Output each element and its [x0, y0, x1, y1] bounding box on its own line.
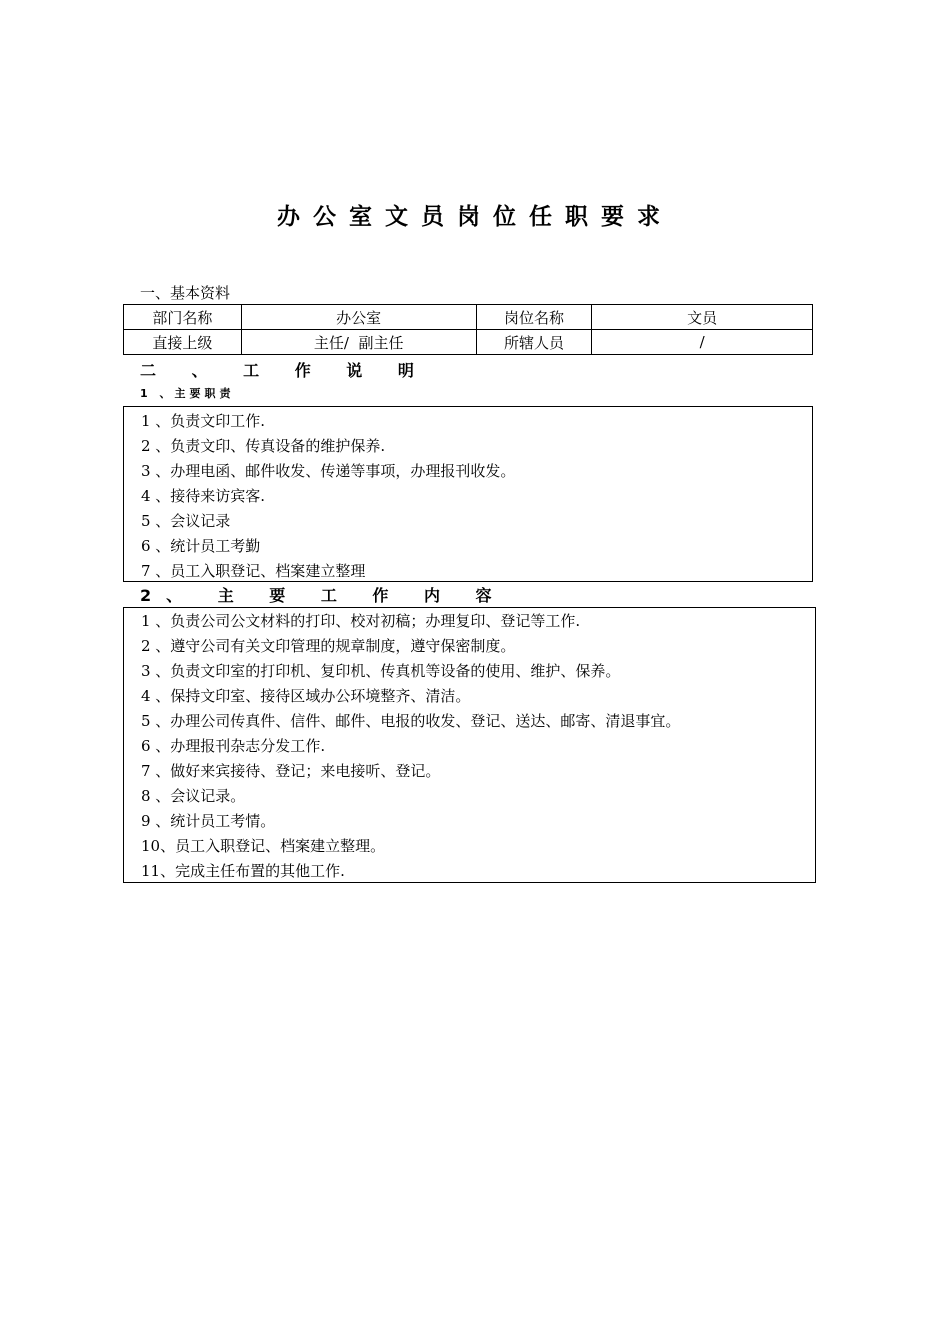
main-duties-list	[124, 407, 812, 584]
list-item: 5 、办理公司传真件、信件、邮件、电报的收发、登记、送达、邮寄、清退事宜。	[141, 712, 681, 730]
dept-value: 办公室	[241, 305, 476, 330]
list-item: 2 、负责文印、传真设备的维护保养.	[141, 437, 386, 455]
list-item: 4 、保持文印室、接待区域办公环境整齐、清洁。	[141, 687, 471, 705]
list-item: 6 、统计员工考勤	[141, 537, 261, 555]
list-item: 2 、遵守公司有关文印管理的规章制度，遵守保密制度。	[141, 637, 516, 655]
list-item: 6 、办理报刊杂志分发工作.	[141, 737, 326, 755]
work-description-heading: 二 、 工 作 说 明	[140, 361, 429, 380]
basic-info-heading: 一、基本资料	[140, 284, 231, 302]
basic-info-table	[123, 304, 813, 355]
list-item: 1 、负责公司公文材料的打印、校对初稿；办理复印、登记等工作.	[141, 612, 581, 630]
post-label: 岗位名称	[476, 305, 592, 330]
list-item: 7 、做好来宾接待、登记；来电接听、登记。	[141, 762, 441, 780]
superior-label: 直接上级	[124, 330, 242, 355]
list-item: 3 、负责文印室的打印机、复印机、传真机等设备的使用、维护、保养。	[141, 662, 621, 680]
document-title: 办公室文员岗位任职要求	[277, 204, 673, 230]
subordinate-value: /	[592, 330, 813, 355]
list-item: 4 、接待来访宾客.	[141, 487, 266, 505]
main-duties-box	[123, 406, 813, 582]
list-item: 3 、办理电函、邮件收发、传递等事项，办理报刊收发。	[141, 462, 516, 480]
main-work-content-list	[124, 608, 815, 884]
post-value: 文员	[592, 305, 813, 330]
dept-label: 部门名称	[124, 305, 242, 330]
superior-value: 主任/ 副主任	[241, 330, 476, 355]
list-item: 8 、会议记录。	[141, 787, 246, 805]
main-work-content-heading: 2、 主 要 工 作 内 容	[140, 586, 507, 605]
main-work-content-box	[123, 607, 816, 883]
main-duties-heading: 1 、主要职责	[140, 387, 235, 400]
list-item: 9 、统计员工考情。	[141, 812, 276, 830]
list-item: 7 、员工入职登记、档案建立整理	[141, 562, 366, 580]
list-item: 10、员工入职登记、档案建立整理。	[141, 837, 386, 855]
table-row	[124, 305, 813, 330]
subordinate-label: 所辖人员	[476, 330, 592, 355]
list-item: 5 、会议记录	[141, 512, 231, 530]
list-item: 1 、负责文印工作.	[141, 412, 266, 430]
list-item: 11、完成主任布置的其他工作.	[141, 862, 345, 880]
table-row	[124, 330, 813, 355]
